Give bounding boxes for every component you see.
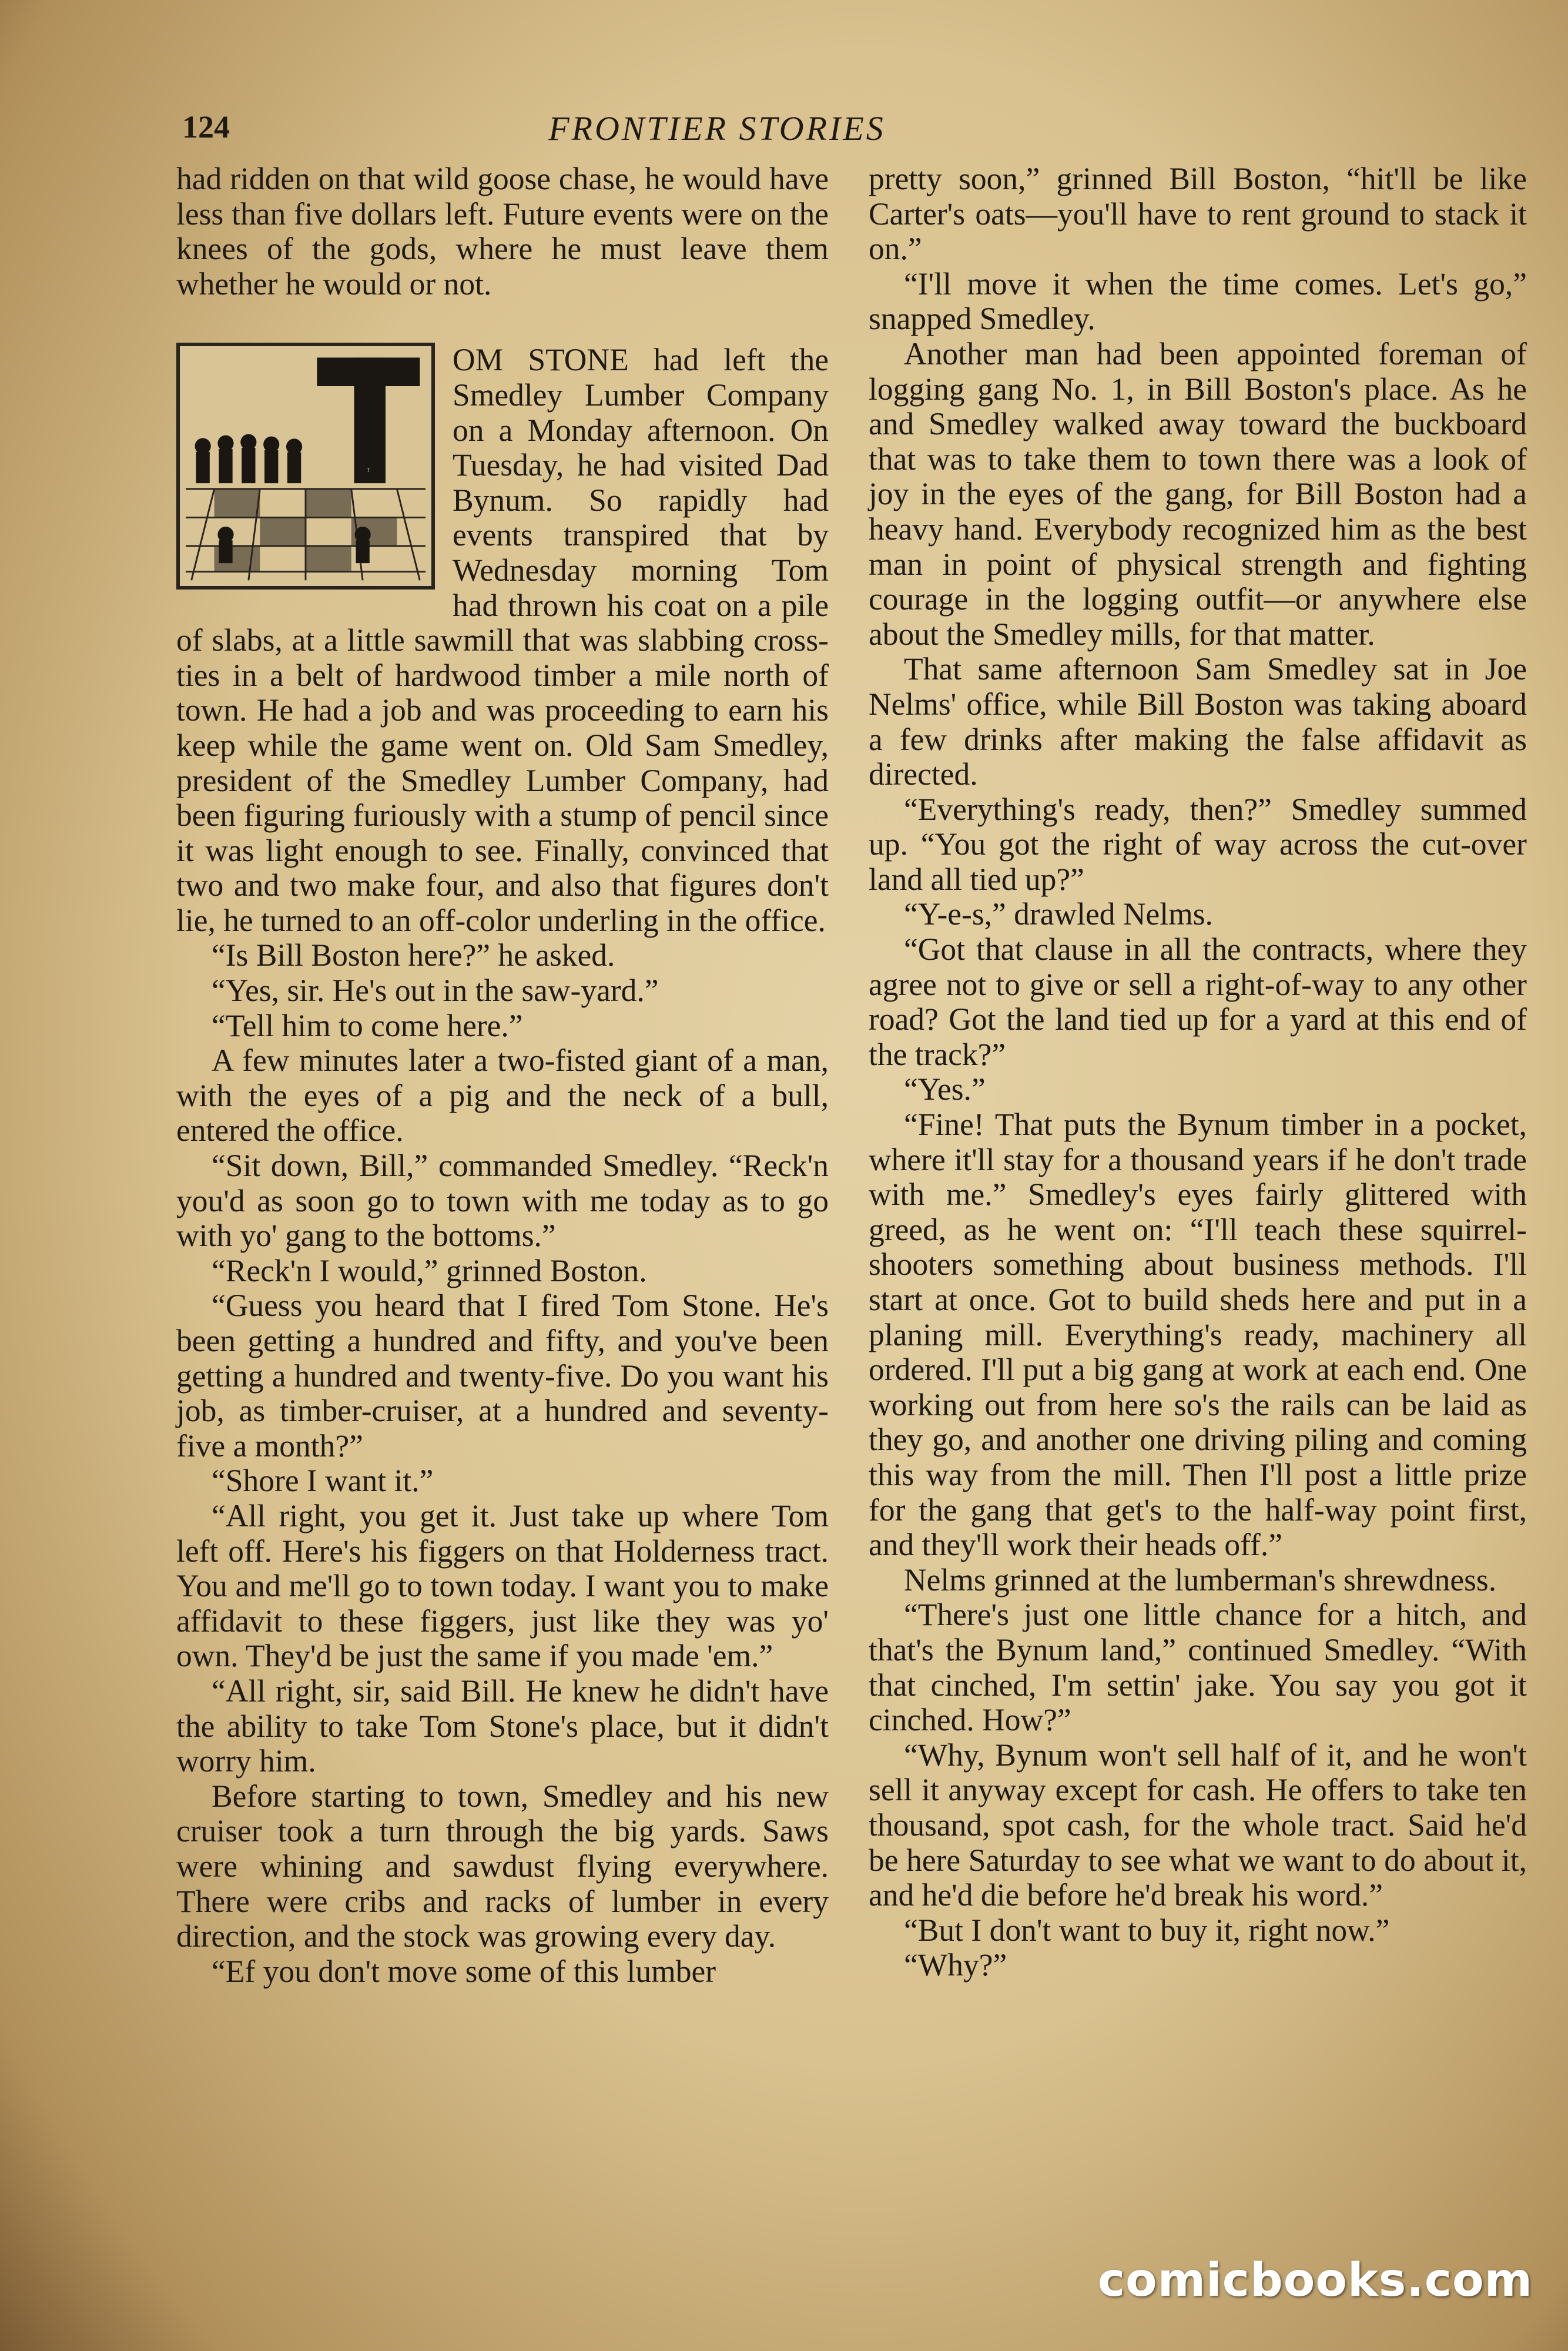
paragraph: pretty soon,” grinned Bill Boston, “hit'll be like Carter's oats—you'll have to rent ground to stack it on.” bbox=[869, 161, 1527, 267]
paragraph: “Yes.” bbox=[904, 1071, 986, 1107]
paragraph: A few minutes later a two-fisted giant of a man, with the eyes of a pig and the neck of a bull, entered the office. bbox=[176, 1043, 829, 1148]
paragraph: “Yes, sir. He's out in the saw-yard.” bbox=[212, 973, 659, 1009]
paragraph: “Guess you heard that I fired Tom Stone. He's been getting a hundred and fifty, and you've been getting a hundred and twenty-five. Do you want his job, as timber-cruiser, at a hundred and seventy-five a month?” bbox=[176, 1288, 829, 1463]
paragraph: “Everything's ready, then?” Smedley summed up. “You got the right of way across the cut-over land all tied up?” bbox=[869, 791, 1527, 897]
paragraph: “Y-e-s,” drawled Nelms. bbox=[904, 896, 1213, 932]
paragraph: “All right, you get it. Just take up where Tom left off. Here's his figgers on that Holderness tract. You and me'll go to town today. I want you to make affidavit to these figgers, just like they was yo' own. They'd be just the same if you made 'em.” bbox=[176, 1498, 829, 1674]
paragraph: “Reck'n I would,” grinned Boston. bbox=[212, 1252, 647, 1288]
right-column bbox=[869, 162, 1527, 1983]
running-title: FRONTIER STORIES bbox=[548, 109, 886, 148]
paragraph: “Is Bill Boston here?” he asked. bbox=[212, 937, 615, 973]
drop-cap-illustration bbox=[176, 343, 435, 590]
paragraph: “Sit down, Bill,” commanded Smedley. “Reck'n you'd as soon go to town with me today as to go with yo' gang to the bottoms.” bbox=[176, 1148, 829, 1254]
paragraph: Before starting to town, Smedley and his new cruiser took a turn through the big yards. Saws were whining and sawdust flying everywhere. There were cribs and racks of lumber in every direction, and the stock was growing every day. bbox=[176, 1778, 829, 1954]
paragraph: “I'll move it when the time comes. Let's go,” snapped Smedley. bbox=[869, 266, 1527, 337]
paragraph: “But I don't want to buy it, right now.” bbox=[904, 1912, 1390, 1948]
chess-board-illustration bbox=[180, 346, 431, 586]
paragraph: “Fine! That puts the Bynum timber in a pocket, where it'll stay for a thousand years if he don't trade with me.” Smedley's eyes fairly glittered with greed, as he went on: “I'll teach these squirrel-shooters something about business methods. I'll start at once. Got to build sheds here and put in a planing mill. Everything's ready, machinery all ordered. I'll put a big gang at work at each end. One working out from here so's the rails can be laid as they go, and another one driving piling and coming this way from the mill. Then I'll post a little prize for the gang that get's to the half-way point first, and they'll work their heads off.” bbox=[869, 1107, 1527, 1563]
paragraph: “There's just one little chance for a hitch, and that's the Bynum land,” continued Smedley. “With that cinched, I'm settin' jake. You say you got it cinched. How?” bbox=[869, 1597, 1527, 1738]
paragraph: “Ef you don't move some of this lumber bbox=[212, 1953, 716, 1989]
watermark-logo: comicbooks.com bbox=[1097, 2254, 1533, 2307]
paragraph: “Shore I want it.” bbox=[212, 1463, 434, 1499]
paragraph: “Why, Bynum won't sell half of it, and he won't sell it anyway except for cash. He offers to take ten thousand, spot cash, for the whole tract. Said he'd be here Saturday to see what we want to do about it, and he'd die before he'd break his word.” bbox=[869, 1737, 1527, 1913]
paragraph: “Why?” bbox=[904, 1947, 1007, 1983]
page-header bbox=[182, 109, 1076, 156]
paragraph: That same afternoon Sam Smedley sat in Joe Nelms' office, while Bill Boston was taking aboard a few drinks after making the false affidavit as directed. bbox=[869, 651, 1527, 792]
paragraph: “Got that clause in all the contracts, where they agree not to give or sell a right-of-way to any other road? Got the land tied up for a yard at this end of the track?” bbox=[869, 932, 1527, 1072]
paragraph: “Tell him to come here.” bbox=[212, 1007, 523, 1043]
paragraph: Another man had been appointed foreman of logging gang No. 1, in Bill Boston's place. As he and Smedley walked away toward the buckboard that was to take them to town there was a look of joy in the eyes of the gang, for Bill Boston had a heavy hand. Everybody recognized him as the best man in point of physical strength and fighting courage in the logging outfit—or anywhere else about the Smedley mills, for that matter. bbox=[869, 336, 1527, 652]
paragraph: OM STONE had left the Smedley Lumber Company on a Monday afternoon. On Tuesday, he had visited Dad Bynum. So rapidly had events transpired that by Wednesday morning Tom had thrown his coat on a pile of slabs, at a little sawmill that was slabbing cross-ties in a belt of hardwood timber a mile north of town. He had a job and was proceeding to earn his keep while the game went on. Old Sam Smedley, president of the Smedley Lumber Company, had been figuring furiously with a stump of pencil since it was light enough to see. Finally, convinced that two and two make four, and also that figures don't lie, he turned to an off-color underling in the office. bbox=[176, 342, 829, 938]
paragraph: “All right, sir, said Bill. He knew he didn't have the ability to take Tom Stone's place, but it didn't worry him. bbox=[176, 1673, 829, 1779]
drop-cap-letter: T bbox=[366, 467, 370, 474]
paragraph: had ridden on that wild goose chase, he would have less than five dollars left. Future events were on the knees of the gods, where he must leave them whether he would or not. bbox=[176, 161, 829, 302]
left-column bbox=[176, 162, 829, 1989]
page-number: 124 bbox=[182, 109, 230, 145]
paragraph: Nelms grinned at the lumberman's shrewdness. bbox=[904, 1562, 1497, 1598]
